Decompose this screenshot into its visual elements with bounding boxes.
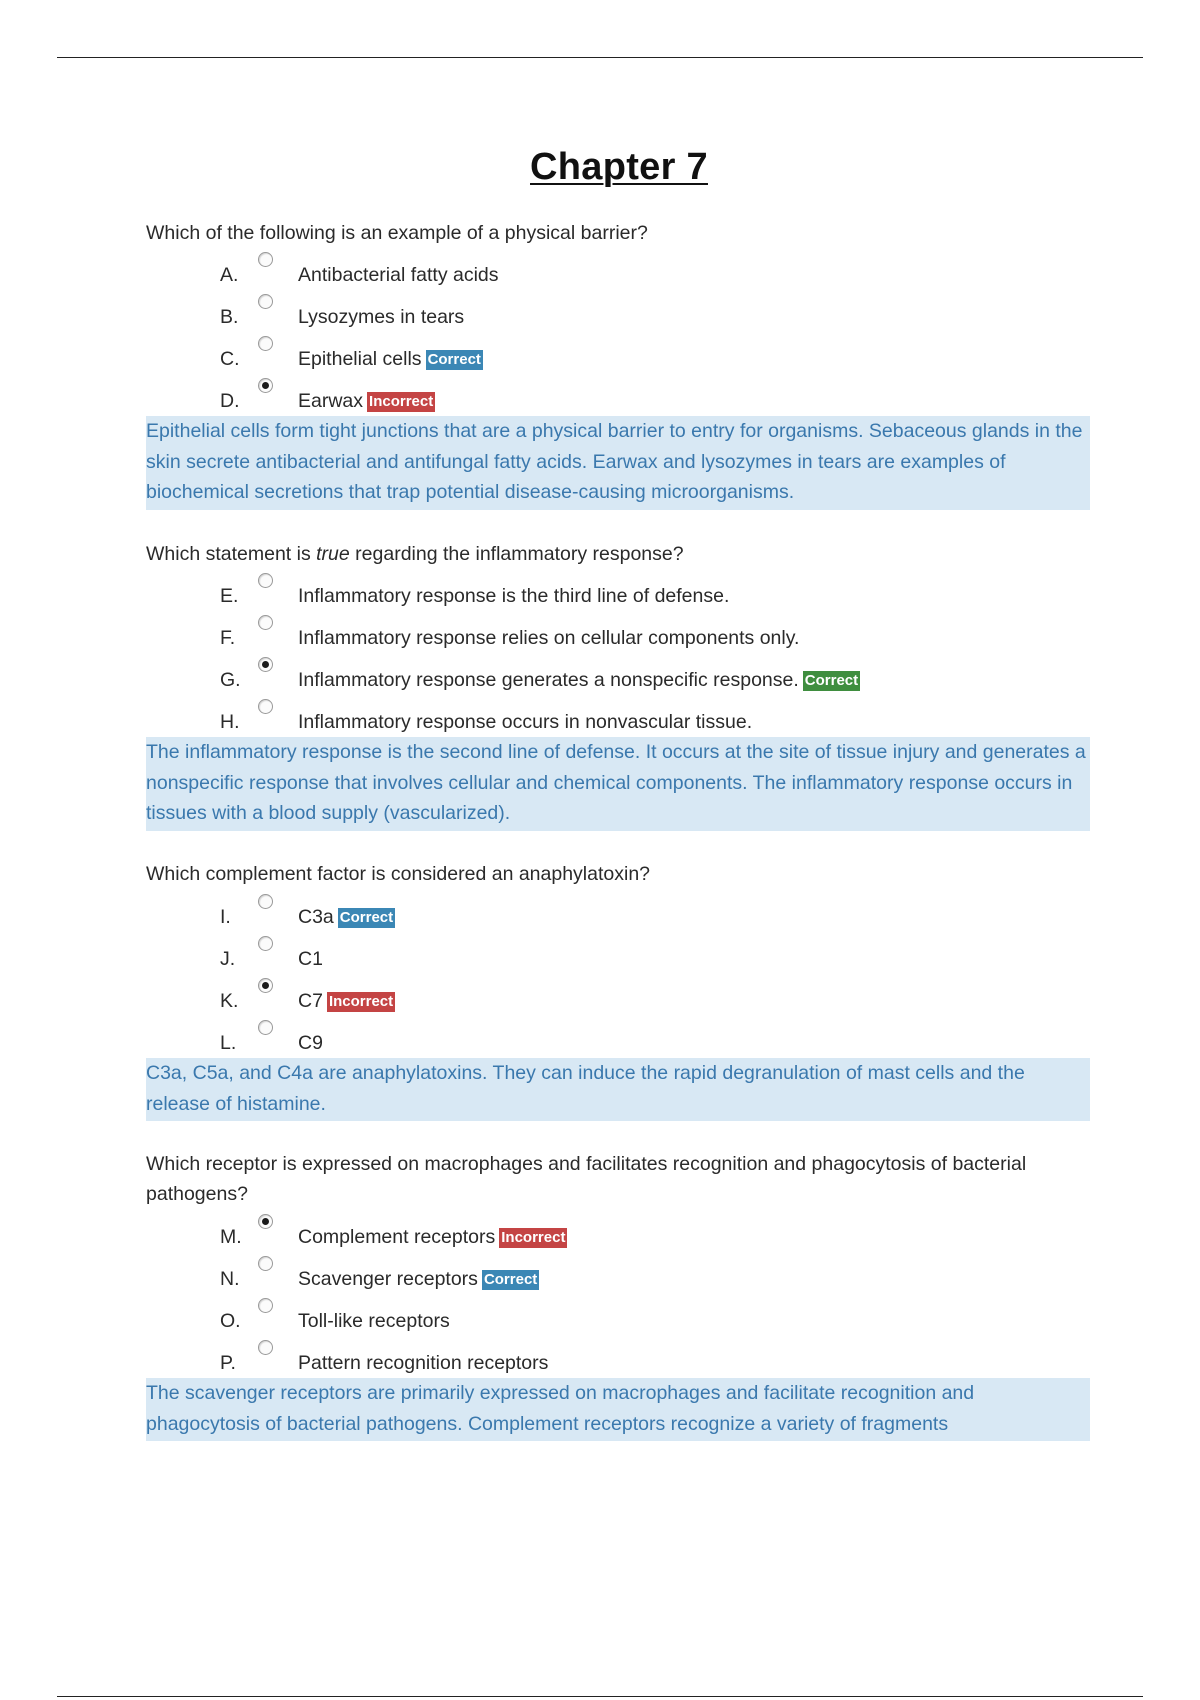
correct-badge: Correct [427, 351, 481, 368]
question-3-text: Which complement factor is considered an anaphylatoxin? [146, 863, 651, 885]
option-h[interactable] [220, 705, 1120, 735]
option-text: Epithelial cells Correct [298, 348, 481, 370]
radio-button[interactable] [258, 894, 273, 909]
radio-button-selected[interactable] [258, 1214, 273, 1229]
option-o[interactable] [220, 1304, 1120, 1334]
option-letter: N. [220, 1268, 240, 1290]
correct-badge: Correct [483, 1271, 538, 1288]
page-title: Chapter 7 [530, 146, 708, 188]
option-text: Lysozymes in tears [298, 306, 465, 328]
option-text: Antibacterial fatty acids [298, 264, 499, 286]
option-letter: E. [220, 585, 239, 607]
option-letter: P. [220, 1352, 236, 1374]
option-l[interactable] [220, 1026, 1120, 1056]
option-text: Earwax Incorrect [298, 390, 434, 412]
radio-button-selected[interactable] [258, 378, 273, 393]
option-n[interactable] [220, 1262, 1120, 1292]
option-d[interactable] [220, 384, 1120, 414]
radio-button[interactable] [258, 1298, 273, 1313]
option-text: Inflammatory response relies on cellular components only. [298, 627, 800, 649]
option-letter: D. [220, 390, 240, 412]
option-text: Toll-like receptors [298, 1310, 450, 1332]
option-m[interactable] [220, 1220, 1120, 1250]
option-letter: I. [220, 906, 231, 928]
option-letter: F. [220, 627, 236, 649]
feedback-4: The scavenger receptors are primarily expressed on macrophages and facilitate recognition and phagocytosis of bacterial pathogens. Complement receptors recognize a variety of fragments [146, 1378, 1090, 1441]
option-k[interactable] [220, 984, 1120, 1014]
option-b[interactable] [220, 300, 1120, 330]
option-letter: G. [220, 669, 241, 691]
option-letter: C. [220, 348, 240, 370]
incorrect-badge: Incorrect [369, 393, 434, 410]
radio-button[interactable] [258, 615, 273, 630]
feedback-3: C3a, C5a, and C4a are anaphylatoxins. They can induce the rapid degranulation of mast cells and the release of histamine. [146, 1058, 1090, 1121]
option-g[interactable] [220, 663, 1120, 693]
feedback-2: The inflammatory response is the second line of defense. It occurs at the site of tissue injury and generates a nonspecific response that involves cellular and chemical components. The inflammatory response occurs in tissues with a blood supply (vascularized). [146, 737, 1090, 831]
radio-button-selected[interactable] [258, 657, 273, 672]
option-f[interactable] [220, 621, 1120, 651]
option-letter: M. [220, 1226, 242, 1248]
radio-button[interactable] [258, 336, 273, 351]
radio-button[interactable] [258, 1256, 273, 1271]
option-text: Inflammatory response occurs in nonvascular tissue. [298, 711, 753, 733]
option-j[interactable] [220, 942, 1120, 972]
radio-button[interactable] [258, 1020, 273, 1035]
option-letter: J. [220, 948, 236, 970]
option-letter: A. [220, 264, 239, 286]
option-text: Pattern recognition receptors [298, 1352, 549, 1374]
feedback-1: Epithelial cells form tight junctions that are a physical barrier to entry for organisms. Sebaceous glands in the skin secrete antibacterial and antifungal fatty acids. Earwax and lysozymes in tears are examples of biochemical secretions that trap potential disease-causing microorganisms. [146, 416, 1090, 510]
incorrect-badge: Incorrect [328, 993, 394, 1010]
radio-button[interactable] [258, 573, 273, 588]
radio-button-selected[interactable] [258, 978, 273, 993]
option-text: Inflammatory response is the third line of defense. [298, 585, 730, 607]
option-text: C3a Correct [298, 906, 394, 928]
option-letter: K. [220, 990, 239, 1012]
correct-badge: Correct [804, 672, 859, 689]
option-i[interactable] [220, 900, 1120, 930]
option-text: C7 Incorrect [298, 990, 394, 1012]
option-text: Complement receptors Incorrect [298, 1226, 566, 1248]
option-e[interactable] [220, 579, 1120, 609]
option-letter: L. [220, 1032, 237, 1054]
question-2-text: Which statement is true regarding the inflammatory response? [146, 543, 684, 565]
top-rule [57, 57, 1143, 58]
radio-button[interactable] [258, 699, 273, 714]
option-c[interactable] [220, 342, 1120, 372]
option-text: C1 [298, 948, 323, 970]
option-text: Inflammatory response generates a nonspecific response. Correct [298, 669, 859, 691]
incorrect-badge: Incorrect [501, 1229, 566, 1246]
bottom-rule [57, 1696, 1143, 1697]
correct-badge: Correct [339, 909, 394, 926]
option-text: Scavenger receptors Correct [298, 1268, 538, 1290]
option-text: C9 [298, 1032, 323, 1054]
radio-button[interactable] [258, 252, 273, 267]
option-p[interactable] [220, 1346, 1120, 1376]
radio-button[interactable] [258, 936, 273, 951]
option-letter: O. [220, 1310, 241, 1332]
question-4-text: Which receptor is expressed on macrophages and facilitates recognition and phagocytosis of bacterial pathogens? [146, 1153, 1027, 1205]
radio-button[interactable] [258, 1340, 273, 1355]
option-letter: B. [220, 306, 239, 328]
option-letter: H. [220, 711, 240, 733]
radio-button[interactable] [258, 294, 273, 309]
question-1-text: Which of the following is an example of a physical barrier? [146, 222, 648, 244]
option-a[interactable] [220, 258, 1120, 288]
